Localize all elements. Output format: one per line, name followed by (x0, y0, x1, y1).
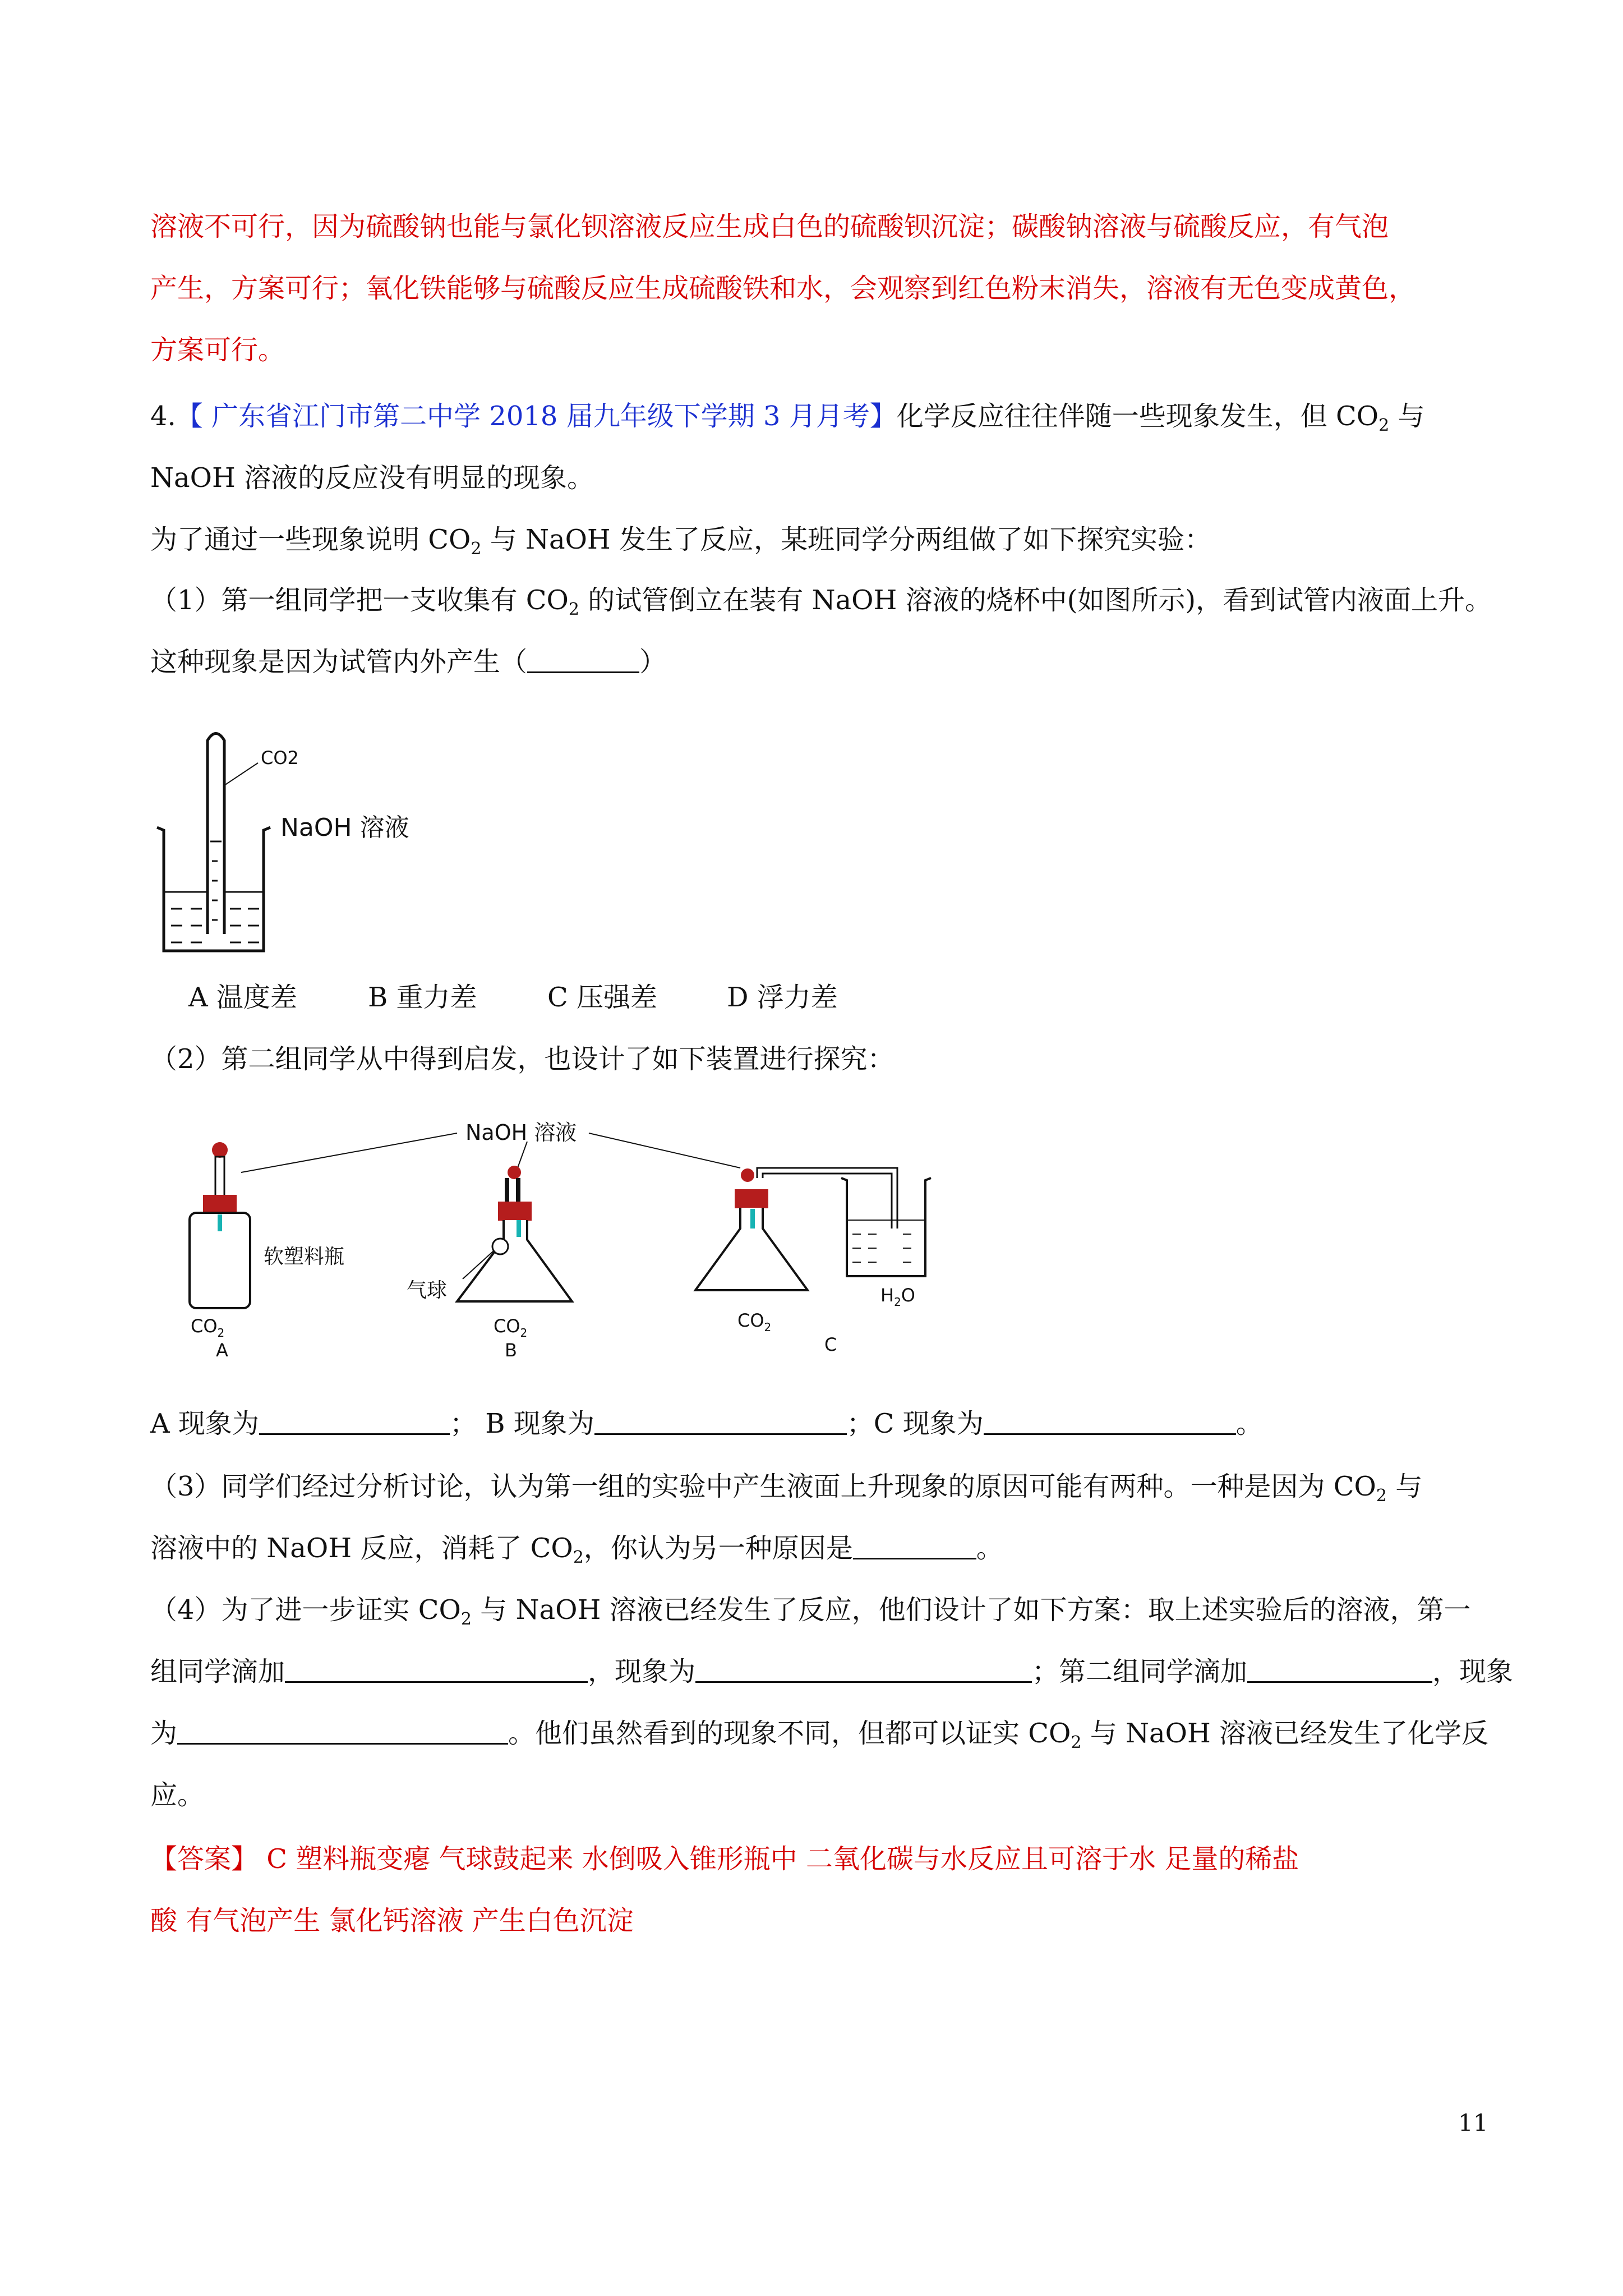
answer-blank[interactable] (527, 647, 639, 673)
part-4-line-4: 应。 (150, 1779, 205, 1811)
answer-line-1: 【答案】 C 塑料瓶变瘪 气球鼓起来 水倒吸入锥形瓶中 二氧化碳与水反应且可溶于水 足量的稀盐 (150, 1843, 1299, 1875)
flask-b (457, 1166, 572, 1301)
part-1-line-1: （1）第一组同学把一支收集有 $CO_2$ 的试管倒立在装有 NaOH 溶液的烧杯中(如图所示)，看到试管内液面上升。 (150, 585, 1492, 619)
a-phenomenon-blank[interactable] (259, 1409, 450, 1435)
co2-pointer (224, 763, 258, 785)
pointer-c (589, 1133, 740, 1168)
option-d[interactable]: D 浮力差 (727, 982, 838, 1013)
part-4-line-2: 组同学滴加 ，现象为 ；第二组同学滴加 ，现象 (150, 1656, 1514, 1687)
page-number: 11 (1458, 2109, 1488, 2137)
prev-answer-line-2: 产生，方案可行；氧化铁能够与硫酸反应生成硫酸铁和水，会观察到红色粉末消失，溶液有无色变成黄色， (150, 273, 1416, 304)
part-4-line-3: 为 。他们虽然看到的现象不同，但都可以证实 $CO_2$ 与 NaOH 溶液已经发生了化学反 (150, 1718, 1489, 1752)
part-2-answers: A 现象为 ； B 现象为 ；C 现象为 。 (150, 1408, 1263, 1439)
pointer-a (241, 1133, 457, 1172)
label-b: B (505, 1340, 517, 1361)
prev-answer-line-3: 方案可行。 (150, 334, 285, 366)
test-tube-beaker-figure (151, 724, 443, 970)
label-a: A (216, 1340, 228, 1361)
part-3-line-1: （3）同学们经过分析讨论，认为第一组的实验中产生液面上升现象的原因可能有两种。一种是因为 $CO_2$ 与 (150, 1471, 1423, 1506)
part-1-line-2: 这种现象是因为试管内外产生（ ） (150, 646, 667, 678)
part-4-line-1: （4）为了进一步证实 $CO_2$ 与 NaOH 溶液已经发生了反应，他们设计了如下方案：取上述实验后的溶液，第一 (150, 1594, 1471, 1629)
balloon-label: 气球 (407, 1279, 448, 1302)
apparatus-figure (179, 1116, 965, 1363)
group2-phenomenon-blank[interactable] (177, 1718, 508, 1745)
other-reason-blank[interactable] (853, 1533, 976, 1559)
question-intro-line-2: NaOH 溶液的反应没有明显的现象。 (150, 462, 594, 494)
beaker-c (841, 1178, 931, 1276)
question-source: 【 广东省江门市第二中学 2018 届九年级下学期 3 月月考】 (176, 401, 897, 432)
naoh-label-2: NaOH 溶液 (465, 1120, 577, 1145)
question-number: 4. (150, 401, 176, 432)
h2o-label: $H_2O$ (880, 1285, 915, 1309)
option-b[interactable]: B 重力差 (368, 982, 477, 1013)
label-c: C (824, 1334, 837, 1355)
part-2-line: （2）第二组同学从中得到启发，也设计了如下装置进行探究： (150, 1043, 895, 1075)
question-intro-line-3: 为了通过一些现象说明 $CO_2$ 与 NaOH 发生了反应，某班同学分两组做了如下探究实验： (150, 524, 1212, 559)
co2-b-label: $CO_2$ (494, 1315, 528, 1340)
group1-reagent-blank[interactable] (285, 1657, 588, 1683)
co2-a-label: $CO_2$ (191, 1315, 225, 1340)
co2-c-label: $CO_2$ (737, 1310, 772, 1334)
flask-c (695, 1168, 897, 1290)
group2-reagent-blank[interactable] (1247, 1657, 1432, 1683)
test-tube (208, 734, 224, 935)
option-a[interactable]: A 温度差 (188, 982, 297, 1013)
part-3-line-2: 溶液中的 NaOH 反应，消耗了 $CO_2$，你认为另一种原因是 。 (150, 1533, 1003, 1567)
bottle-label: 软塑料瓶 (264, 1245, 345, 1268)
b-phenomenon-blank[interactable] (594, 1409, 847, 1435)
question-4-header: 4.【 广东省江门市第二中学 2018 届九年级下学期 3 月月考】化学反应往往伴随一些现象发生，但 $CO_2$ 与 (150, 401, 1425, 435)
option-c[interactable]: C 压强差 (547, 982, 657, 1013)
co2-label: CO2 (261, 747, 299, 769)
bottle-a (190, 1142, 250, 1308)
c-phenomenon-blank[interactable] (984, 1409, 1236, 1435)
naoh-label: NaOH 溶液 (280, 813, 409, 842)
group1-phenomenon-blank[interactable] (695, 1657, 1032, 1683)
answer-line-2: 酸 有气泡产生 氯化钙溶液 产生白色沉淀 (150, 1905, 634, 1936)
prev-answer-line-1: 溶液不可行，因为硫酸钠也能与氯化钡溶液反应生成白色的硫酸钡沉淀；碳酸钠溶液与硫酸反应，有气泡 (150, 211, 1389, 242)
